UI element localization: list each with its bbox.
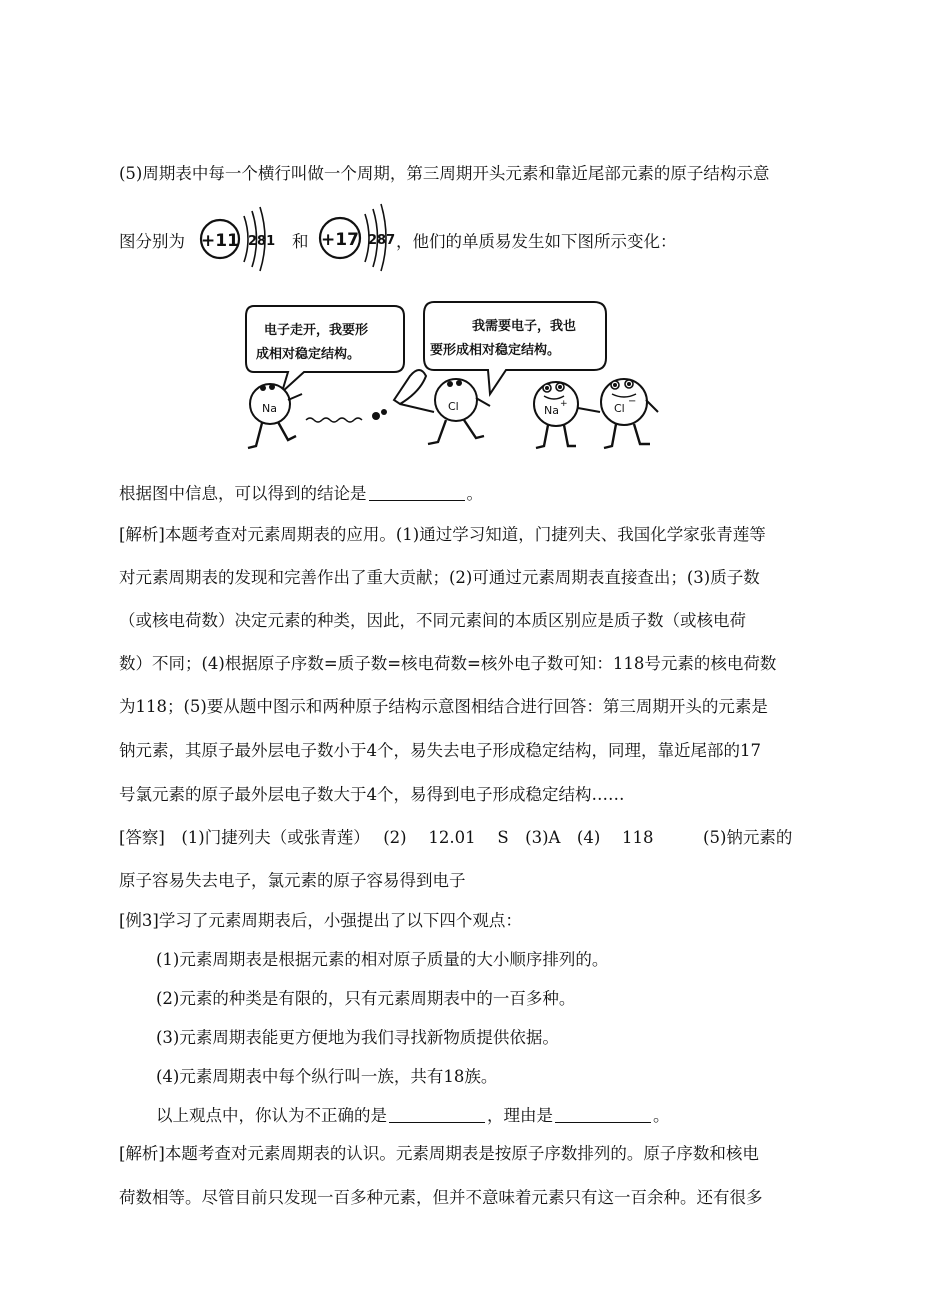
answer-blank bbox=[369, 484, 465, 501]
analysis-1-line-7: 号氯元素的原子最外层电子数大于4个，易得到电子形成稳定结构…… bbox=[119, 785, 625, 804]
analysis-1-line-5: 为118；(5)要从题中图示和两种原子结构示意图相结合进行回答：第三周期开头的元素是 bbox=[119, 697, 768, 716]
analysis-2-line-1: [解析]本题考查对元素周期表的认识。元素周期表是按原子序数排列的。原子序数和核电 bbox=[119, 1144, 759, 1163]
na-label: Na bbox=[262, 402, 277, 415]
question-part-b: ，理由是 bbox=[487, 1106, 553, 1125]
bubble-left-line-2: 成相对稳定结构。 bbox=[256, 347, 361, 362]
example-3-point-2: (2)元素的种类是有限的，只有元素周期表中的一百多种。 bbox=[156, 989, 576, 1008]
sodium-atom-diagram bbox=[198, 206, 276, 272]
conclusion-question bbox=[119, 483, 483, 505]
conclusion-end: 。 bbox=[466, 484, 483, 503]
bubble-right-line-2: 要形成相对稳定结构。 bbox=[430, 343, 561, 358]
analysis-1-line-1: [解析]本题考查对元素周期表的应用。(1)通过学习知道，门捷列夫、我国化学家张青莲等 bbox=[119, 525, 766, 544]
analysis-1-line-4: 数）不同；(4)根据原子序数=质子数=核电荷数=核外电子数可知：118号元素的核电荷数 bbox=[119, 654, 777, 673]
cl-label: Cl bbox=[448, 400, 459, 413]
nucleus-charge: +11 bbox=[201, 231, 239, 251]
line2-suffix: ，他们的单质易发生如下图所示变化： bbox=[396, 232, 677, 251]
bubble-right-line-1: 我需要电子，我也 bbox=[472, 319, 577, 334]
example-3-point-1: (1)元素周期表是根据元素的相对原子质量的大小顺序排列的。 bbox=[156, 950, 609, 969]
sodium-atom-character bbox=[248, 384, 302, 448]
question-part-a: 以上观点中，你认为不正确的是 bbox=[156, 1106, 387, 1125]
line2-prefix: 图分别为 bbox=[119, 232, 185, 251]
answer-1-line-1: [答察] (1)门捷列夫（或张青莲） (2) 12.01 S (3)A (4) 118 (5)钠元素的 bbox=[119, 828, 793, 847]
bubble-left-line-1: 电子走开，我要形 bbox=[264, 323, 369, 338]
answer-blank-2 bbox=[555, 1106, 651, 1123]
example-3-intro: [例3]学习了元素周期表后，小强提出了以下四个观点： bbox=[119, 911, 522, 930]
electron-shells: 281 bbox=[248, 234, 276, 249]
electron-shells: 287 bbox=[368, 233, 396, 248]
answer-1-line-2: 原子容易失去电子，氯元素的原子容易得到电子 bbox=[119, 871, 466, 890]
ion-formation-cartoon bbox=[244, 300, 664, 456]
chlorine-atom-diagram bbox=[316, 202, 396, 272]
example-3-question bbox=[156, 1105, 670, 1127]
paragraph-5-line-2 bbox=[119, 231, 185, 253]
conclusion-text: 根据图中信息，可以得到的结论是 bbox=[119, 484, 367, 503]
cl-ion-charge: − bbox=[628, 396, 637, 407]
analysis-1-line-3: （或核电荷数）决定元素的种类，因此，不同元素间的本质区别应是质子数（或核电荷 bbox=[119, 611, 746, 630]
question-end: 。 bbox=[653, 1106, 670, 1125]
na-ion-charge: + bbox=[560, 399, 568, 409]
answer-blank-1 bbox=[389, 1106, 485, 1123]
chlorine-atom-character bbox=[394, 370, 490, 444]
paragraph-5-line-1: (5)周期表中每一个横行叫做一个周期，第三周期开头元素和靠近尾部元素的原子结构示意 bbox=[119, 164, 770, 183]
chloride-ion-character bbox=[601, 379, 658, 448]
cl-ion-label: Cl bbox=[614, 402, 625, 415]
analysis-1-line-2: 对元素周期表的发现和完善作出了重大贡献；(2)可通过元素周期表直接查出；(3)质子数 bbox=[119, 568, 760, 587]
sodium-ion-character bbox=[534, 382, 600, 448]
nucleus-charge: +17 bbox=[321, 230, 359, 250]
connector-text: 和 bbox=[292, 232, 309, 251]
analysis-1-line-6: 钠元素，其原子最外层电子数小于4个，易失去电子形成稳定结构，同理，靠近尾部的17 bbox=[119, 741, 761, 760]
analysis-2-line-2: 荷数相等。尽管目前只发现一百多种元素，但并不意味着元素只有这一百余种。还有很多 bbox=[119, 1188, 763, 1207]
example-3-point-4: (4)元素周期表中每个纵行叫一族，共有18族。 bbox=[156, 1067, 498, 1086]
na-ion-label: Na bbox=[544, 404, 559, 417]
example-3-point-3: (3)元素周期表能更方便地为我们寻找新物质提供依据。 bbox=[156, 1028, 559, 1047]
